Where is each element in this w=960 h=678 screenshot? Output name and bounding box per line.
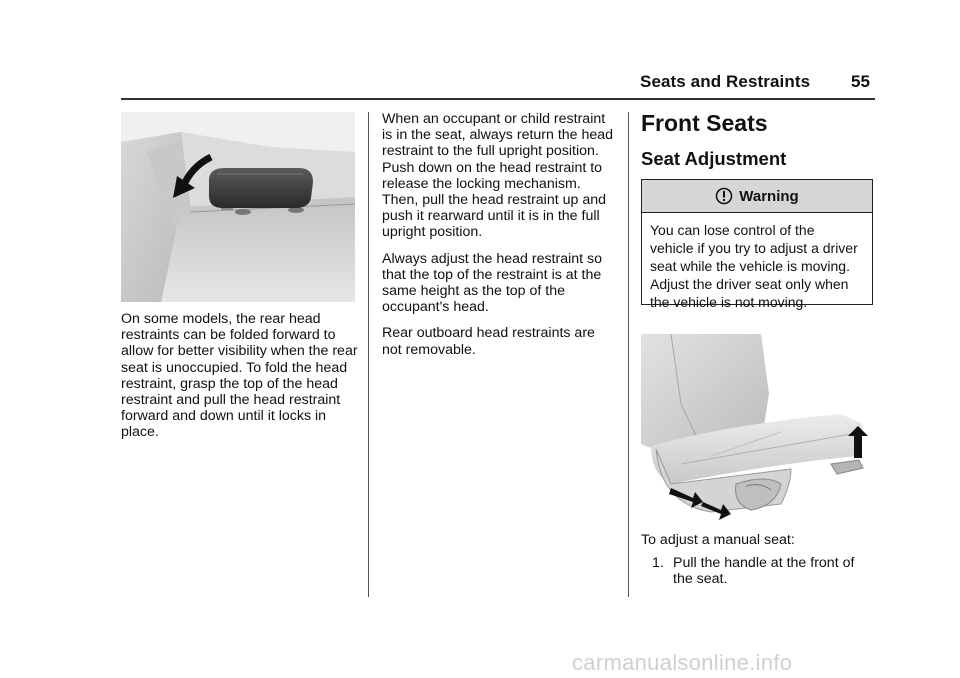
column-divider-1: [368, 112, 369, 597]
paragraph: On some models, the rear head restraints can be folded forward to allow for better visibility when the rear seat is unoccupied. To fold the head restraint, grasp the top of the head restraint and pull the head restraint forward and down until it locks in place.: [121, 311, 358, 441]
heading-front-seats: Front Seats: [641, 110, 768, 136]
column-divider-2: [628, 112, 629, 597]
seat-illustration: [641, 334, 874, 524]
warning-line: the vehicle is not moving.: [650, 294, 808, 310]
paragraph: Rear outboard head restraints are not removable.: [382, 325, 595, 358]
section-title: Seats and Restraints: [640, 72, 811, 91]
warning-line: vehicle if you try to adjust a driver: [650, 240, 858, 256]
seat-adjustment-figure: [641, 334, 874, 524]
heading-seat-adjustment: Seat Adjustment: [641, 148, 787, 169]
header-rule: [121, 98, 875, 100]
page-number: 55: [851, 72, 870, 91]
head-restraint-figure: [121, 112, 355, 302]
warning-title: Warning: [739, 187, 799, 205]
column2-text: [382, 111, 618, 368]
paragraph: When an occupant or child restraint is in the seat, always return the head restraint to the full upright position. Push down on the head restraint to release the locking mechanism. Then, pull the head restraint up and push it rearward until it is in the full upright position.: [382, 111, 614, 241]
step-number: 1.: [652, 555, 664, 571]
watermark: carmanualsonline.info: [572, 650, 793, 675]
column1-text: [121, 311, 361, 451]
paragraph: Always adjust the head restraint so that the top of the restraint is at the same height as the top of the occupant's head.: [382, 250, 603, 316]
warning-box: [641, 179, 873, 310]
head-restraint-illustration: [121, 112, 355, 302]
warning-line: seat while the vehicle is moving.: [650, 258, 850, 274]
warning-body: [642, 213, 872, 311]
manual-seat-intro: To adjust a manual seat:: [641, 532, 795, 548]
warning-icon: [715, 187, 733, 205]
warning-line: Adjust the driver seat only when: [650, 276, 849, 292]
warning-line: You can lose control of the: [650, 222, 815, 238]
warning-header: [642, 180, 872, 213]
step-text: Pull the handle at the front of the seat.: [673, 555, 855, 587]
